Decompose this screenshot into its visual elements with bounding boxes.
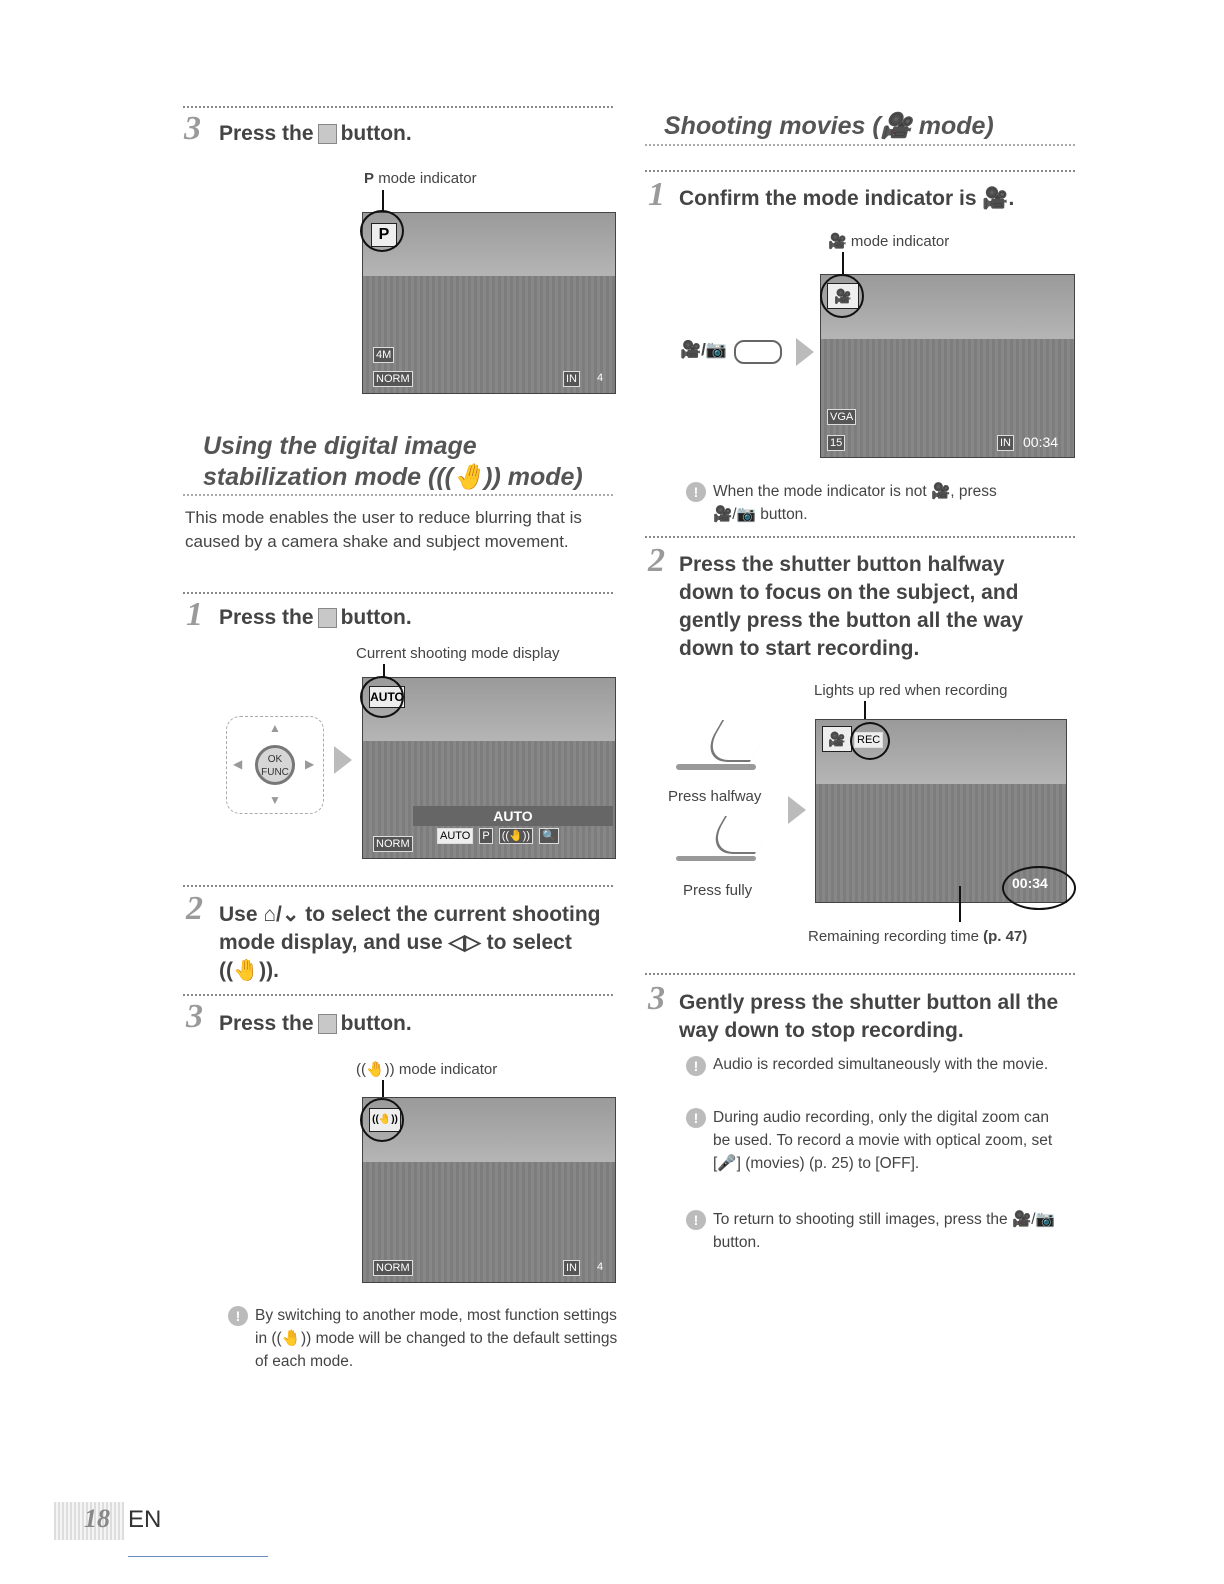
note-text: During audio recording, only the digital zoom can be used. To record a movie with optical zoom, set [🎤] (movies) (p. 25) to [OFF].	[713, 1109, 1053, 1172]
note-text: By switching to another mode, most function settings in ((🤚)) mode will be changed to the default settings of each mode.	[255, 1307, 618, 1370]
note-text	[713, 480, 1073, 526]
osd-count: 4	[597, 372, 604, 384]
osd-memory: IN	[563, 371, 580, 387]
highlight-circle	[850, 722, 890, 760]
p-mode-badge: P	[371, 223, 397, 247]
p-letter: P	[364, 170, 375, 187]
mode-option-stabilization[interactable]: ((🤚))	[499, 828, 533, 844]
ok-func-button-icon	[318, 124, 337, 144]
ok-func-button-icon	[318, 608, 337, 628]
right-arrow-icon	[796, 338, 814, 366]
ok-func-button-icon	[318, 1014, 337, 1034]
divider	[645, 536, 1075, 538]
divider	[645, 170, 1075, 172]
osd-quality: VGA	[827, 409, 856, 425]
step-text	[219, 604, 412, 632]
pointer-line	[842, 252, 844, 276]
press-fully-illustration	[670, 812, 770, 864]
step-text-post: button.	[340, 122, 412, 145]
step-text: Use ⌂/⌄ to select the current shooting mode display, and use ◁▷ to select ((🤚)).	[219, 903, 601, 982]
osd-framerate: 15	[827, 435, 845, 451]
note-line: When the mode indicator is not 🎥, press	[713, 483, 997, 500]
right-arrow-icon	[788, 796, 806, 824]
finger-shape	[703, 816, 777, 854]
stabilization-mode-badge: ((🤚))	[369, 1108, 401, 1132]
note-icon: !	[686, 1108, 706, 1128]
section-title-line2: stabilization mode (((🤚)) mode)	[203, 463, 583, 491]
highlight-circle	[820, 274, 864, 318]
mode-option-scene[interactable]: 🔍	[539, 828, 559, 844]
mode-option-auto[interactable]: AUTO	[437, 828, 473, 844]
finger-shape	[698, 720, 774, 762]
note-icon: !	[686, 1210, 706, 1230]
osd-image-size: 4M	[373, 347, 394, 363]
divider	[183, 994, 613, 996]
highlight-circle	[1002, 866, 1076, 910]
step-number: 1	[648, 176, 665, 213]
ok-label: OK	[267, 754, 283, 765]
step-number: 2	[186, 890, 203, 927]
highlight-circle	[360, 210, 404, 252]
right-arrow-icon: ▶	[305, 757, 315, 771]
rec-caption: Lights up red when recording	[814, 682, 1008, 699]
mode-option-p[interactable]: P	[479, 828, 492, 844]
movie-mode-badge: 🎥	[827, 283, 859, 309]
osd-time: 00:34	[1023, 434, 1059, 450]
movie-mode-badge: 🎥	[822, 726, 852, 752]
step-number: 1	[186, 596, 203, 633]
step-number: 3	[648, 980, 665, 1017]
current-mode-caption: Current shooting mode display	[356, 645, 560, 662]
step-text-post: button.	[340, 606, 412, 629]
divider	[183, 885, 613, 887]
left-arrow-icon: ◀	[233, 757, 243, 771]
p-mode-caption	[364, 170, 477, 187]
rec-indicator: REC	[854, 732, 883, 748]
step-text: Press the shutter button halfway down to focus on the subject, and gently press the button all the way down to start recording.	[679, 553, 1024, 660]
right-arrow-icon	[334, 746, 352, 774]
language-label: EN	[128, 1506, 162, 1533]
osd-memory: IN	[563, 1260, 580, 1276]
note-icon: !	[686, 482, 706, 502]
movie-caption-text: mode indicator	[850, 233, 950, 250]
note-icon: !	[686, 1056, 706, 1076]
step-number: 2	[648, 542, 665, 579]
page-ref: (p. 47)	[983, 928, 1028, 945]
arrow-pad[interactable]	[226, 716, 324, 814]
step-number: 3	[186, 998, 203, 1035]
ok-func-button[interactable]	[255, 745, 295, 785]
step-text	[219, 1010, 412, 1038]
note-line: 🎥/📷 button.	[713, 506, 808, 523]
note-text: Audio is recorded simultaneously with the movie.	[713, 1056, 1049, 1073]
osd-memory: IN	[997, 435, 1014, 451]
stab-caption-text: mode indicator	[398, 1061, 498, 1078]
section-title: Shooting movies (🎥 mode)	[664, 112, 994, 140]
pointer-line	[959, 886, 961, 922]
divider	[183, 106, 613, 108]
highlight-circle	[360, 676, 404, 718]
step-text-pre: Press the	[219, 606, 314, 629]
step-text: Gently press the shutter button all the way down to stop recording.	[679, 991, 1059, 1042]
page-number: 18	[84, 1504, 110, 1533]
osd-compression: NORM	[373, 836, 413, 852]
step-text-post: button.	[340, 1012, 412, 1035]
mode-banner: AUTO	[413, 806, 613, 826]
up-arrow-icon: ▲	[269, 721, 281, 735]
step-text-pre: Press the	[219, 122, 314, 145]
intro-paragraph: This mode enables the user to reduce blurring that is caused by a camera shake and subject movement.	[185, 508, 582, 551]
osd-compression: NORM	[373, 1260, 413, 1276]
remaining-text: Remaining recording time	[808, 928, 979, 945]
osd-time: 00:34	[1012, 875, 1048, 891]
press-fully-label: Press fully	[683, 882, 753, 899]
mode-options	[437, 828, 559, 844]
func-label: FUNC	[261, 767, 289, 778]
step-number: 3	[184, 110, 201, 147]
note-icon: !	[228, 1306, 248, 1326]
auto-mode-badge: AUTO	[369, 686, 405, 708]
movie-mode-caption	[828, 232, 949, 250]
remaining-time-caption	[808, 928, 1027, 945]
note-text: To return to shooting still images, press the 🎥/📷 button.	[713, 1211, 1055, 1251]
osd-count: 4	[597, 1261, 604, 1273]
stab-mode-caption	[356, 1060, 497, 1078]
shutter-button	[676, 856, 756, 861]
down-arrow-icon: ▼	[269, 793, 281, 807]
highlight-circle	[360, 1098, 404, 1142]
movie-camera-button[interactable]	[734, 340, 782, 364]
step-text: Confirm the mode indicator is 🎥.	[679, 187, 1015, 210]
stabilization-icon: ((🤚))	[356, 1061, 395, 1078]
press-halfway-illustration	[670, 720, 770, 776]
section-title: Using the digital image	[203, 432, 477, 460]
step-text	[219, 120, 412, 148]
press-halfway-label: Press halfway	[668, 788, 762, 805]
step-text-pre: Press the	[219, 1012, 314, 1035]
p-caption-text: mode indicator	[378, 170, 477, 187]
divider	[645, 973, 1075, 975]
divider	[183, 592, 613, 594]
shutter-button	[676, 764, 756, 770]
movie-icon: 🎥	[828, 233, 847, 250]
osd-compression: NORM	[373, 371, 413, 387]
section-underline	[183, 494, 613, 496]
section-underline	[645, 144, 1075, 146]
footer-line	[128, 1556, 268, 1557]
movie-camera-button-label: 🎥/📷	[680, 340, 728, 359]
